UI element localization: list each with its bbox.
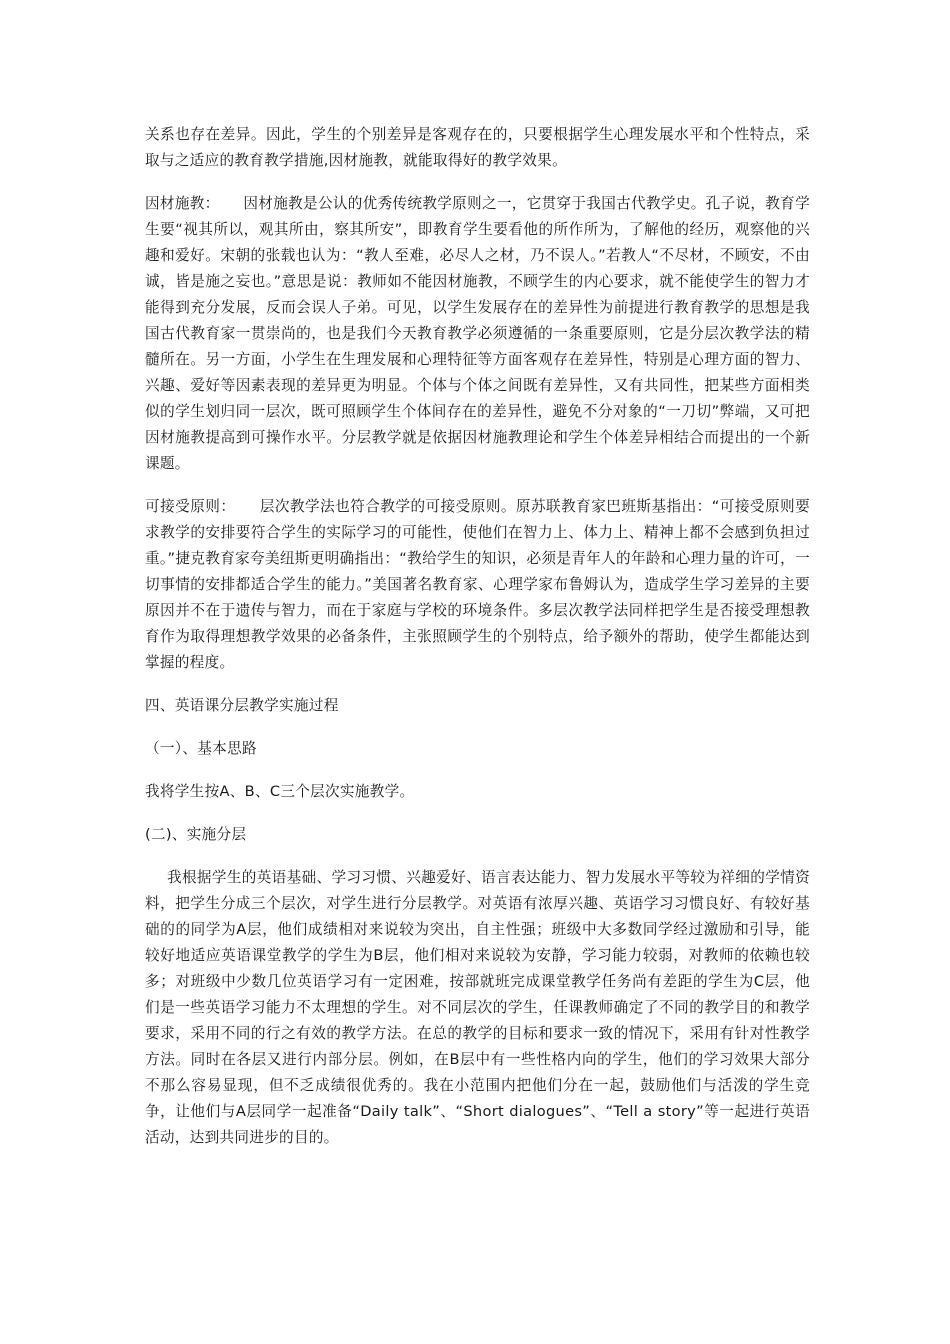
section-heading-4: 四、英语课分层教学实施过程 bbox=[145, 697, 339, 714]
paragraph-teaching-by-aptitude bbox=[145, 191, 810, 477]
subsection-heading-basic-idea: （一）、基本思路 bbox=[145, 740, 257, 757]
paragraph-layering-details: 我根据学生的英语基础、学习习惯、兴趣爱好、语言表达能力、智力发展水平等较为祥细的学情资料，把学生分成三个层次，对学生进行分层教学。对英语有浓厚兴趣、英语学习习惯良好、有较好基础的的同学为A层，他们成绩相对来说较为突出，自主性强；班级中大多数同学经过激励和引导，能较好地适应英语课堂教学的学生为B层，他们相对来说较为安静，学习能力较弱，对教师的依赖也较多；对班级中少数几位英语学习有一定困难，按部就班完成课堂教学任务尚有差距的学生为C层，他们是一些英语学习能力不太理想的学生。对不同层次的学生，任课教师确定了不同的教学目的和教学要求，采用不同的行之有效的教学方法。在总的教学的目标和要求一致的情况下，采用有针对性教学方法。同时在各层又进行内部分层。例如，在B层中有一些性格内向的学生，他们的学习效果大部分不那么容易显现，但不乏成绩很优秀的。我在小范围内把他们分在一起，鼓励他们与活泼的学生竞争，让他们与A层同学一起准备“Daily talk”、“Short dialogues”、“Tell a story”等一起进行英语活动，达到共同进步的目的。 bbox=[145, 869, 810, 1146]
subsection-heading-implementation: (二)、实施分层 bbox=[145, 826, 247, 843]
paragraph-text: 因材施教是公认的优秀传统教学原则之一，它贯穿于我国古代教学史。孔子说，教育学生要“视其所以，观其所由，察其所安”，即教育学生要看他的所作所为，了解他的经历，观察他的兴趣和爱好。宋朝的张载也认为：“教人至难，必尽人之材，乃不误人。”若教人“不尽材，不顾安，不由诚，皆是施之妄也。”意思是说：教师如不能因材施教，不顾学生的内心要求，就不能使学生的智力才能得到充分发展，反而会误人子弟。可见，以学生发展存在的差异性为前提进行教育教学的思想是我国古代教育家一贯崇尚的，也是我们今天教育教学必须遵循的一条重要原则，它是分层次教学法的精髓所在。另一方面，小学生在生理发展和心理特征等方面客观存在差异性，特别是心理方面的智力、兴趣、爱好等因素表现的差异更为明显。个体与个体之间既有差异性，又有共同性，把某些方面相类似的学生划归同一层次，既可照顾学生个体间存在的差异性，避免不分对象的“一刀切”弊端，又可把因材施教提高到可操作水平。分层教学就是依据因材施教理论和学生个体差异相结合而提出的一个新课题。 bbox=[145, 195, 810, 472]
paragraph-three-levels: 我将学生按A、B、C三个层次实施教学。 bbox=[145, 783, 415, 800]
term-label: 因材施教： bbox=[145, 195, 220, 212]
term-label: 可接受原则： bbox=[145, 498, 236, 515]
document-page bbox=[145, 122, 810, 1168]
paragraph-acceptability-principle bbox=[145, 494, 810, 676]
paragraph-intro-continuation: 关系也存在差异。因此，学生的个别差异是客观存在的，只要根据学生心理发展水平和个性特点，采取与之适应的教育教学措施,因材施教，就能取得好的教学效果。 bbox=[145, 126, 810, 169]
paragraph-text: 层次教学法也符合教学的可接受原则。原苏联教育家巴班斯基指出：“可接受原则要求教学的安排要符合学生的实际学习的可能性，使他们在智力上、体力上、精神上都不会感到负担过重。”捷克教育家夸美纽斯更明确指出：“教给学生的知识，必须是青年人的年龄和心理力量的许可，一切事情的安排都适合学生的能力。”美国著名教育家、心理学家布鲁姆认为，造成学生学习差异的主要原因并不在于遗传与智力，而在于家庭与学校的环境条件。多层次教学法同样把学生是否接受理想教育作为取得理想教学效果的必备条件，主张照顾学生的个别特点，给予额外的帮助，使学生都能达到掌握的程度。 bbox=[145, 498, 810, 671]
